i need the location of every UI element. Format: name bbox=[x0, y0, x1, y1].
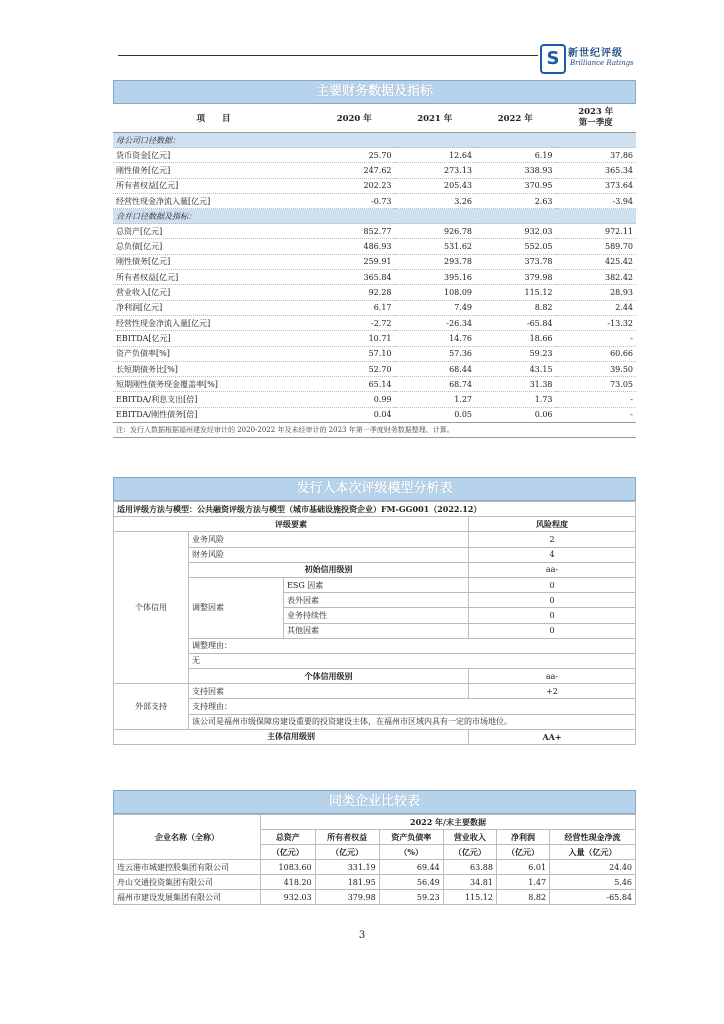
company-name: 福州市建设发展集团有限公司 bbox=[114, 890, 261, 905]
row-label: EBITDA/利息支出[倍] bbox=[113, 392, 314, 407]
section-label: 合并口径数据及指标： bbox=[113, 209, 636, 224]
col-unit: （亿元） bbox=[261, 845, 316, 860]
cell: 247.62 bbox=[314, 163, 395, 178]
cell: 12.64 bbox=[395, 148, 476, 163]
brand-name-en: Brilliance Ratings bbox=[570, 59, 634, 67]
table-row bbox=[113, 331, 636, 346]
table-row bbox=[113, 285, 636, 300]
row-label: 经营性现金净流入量[亿元] bbox=[113, 193, 314, 208]
initial-credit-value: aa- bbox=[469, 562, 636, 577]
section-row bbox=[113, 209, 636, 224]
cell: 57.36 bbox=[395, 346, 476, 361]
financial-risk: 财务风险 bbox=[189, 547, 469, 562]
col-unit: 入量（亿元） bbox=[550, 845, 636, 860]
adj-item: 表外因素 bbox=[284, 593, 469, 608]
col-risk: 风险程度 bbox=[469, 517, 636, 532]
adj-value: 0 bbox=[469, 623, 636, 638]
support-factor: 支持因素 bbox=[189, 684, 469, 699]
adj-value: 0 bbox=[469, 593, 636, 608]
row-label: 所有者权益[亿元] bbox=[113, 270, 314, 285]
cell: - bbox=[556, 331, 637, 346]
cell: 59.23 bbox=[475, 346, 556, 361]
brand-name: 新世纪评级 bbox=[568, 48, 623, 59]
cell: 43.15 bbox=[475, 361, 556, 376]
col-quarter bbox=[556, 104, 637, 133]
cell: 115.12 bbox=[443, 890, 496, 905]
table-header-row bbox=[113, 104, 636, 133]
cell: 932.03 bbox=[475, 224, 556, 239]
table-row bbox=[113, 346, 636, 361]
cell: 69.44 bbox=[379, 860, 443, 875]
cell: 370.95 bbox=[475, 178, 556, 193]
method-line: 适用评级方法与模型：公共融资评级方法与模型（城市基础设施投资企业）FM-GG001（2022.12） bbox=[114, 502, 636, 517]
cell: 338.93 bbox=[475, 163, 556, 178]
cell: 331.19 bbox=[315, 860, 379, 875]
row-label: 长短期债务比[%] bbox=[113, 361, 314, 376]
adjust-reason-label: 调整理由： bbox=[189, 638, 636, 653]
row-label: 净利润[亿元] bbox=[113, 300, 314, 315]
col-header: 总资产 bbox=[261, 830, 316, 845]
cell: 379.98 bbox=[315, 890, 379, 905]
initial-credit-level: 初始信用级别 bbox=[189, 562, 469, 577]
cell: -3.94 bbox=[556, 193, 637, 208]
cell: 552.05 bbox=[475, 239, 556, 254]
cell: 115.12 bbox=[475, 285, 556, 300]
cell: 56.49 bbox=[379, 875, 443, 890]
peer-comparison-table bbox=[113, 790, 636, 905]
cell: 1083.60 bbox=[261, 860, 316, 875]
table-title: 发行人本次评级模型分析表 bbox=[113, 477, 636, 501]
cell: 273.13 bbox=[395, 163, 476, 178]
col-year: 2020 年 bbox=[314, 104, 395, 133]
cell: 395.16 bbox=[395, 270, 476, 285]
cell: 0.05 bbox=[395, 407, 476, 422]
cell: 108.09 bbox=[395, 285, 476, 300]
cell: 5.46 bbox=[550, 875, 636, 890]
table-row bbox=[113, 300, 636, 315]
cell: 382.42 bbox=[556, 270, 637, 285]
cell: 10.71 bbox=[314, 331, 395, 346]
cell: 293.78 bbox=[395, 254, 476, 269]
row-label: 总负债[亿元] bbox=[113, 239, 314, 254]
row-label: 刚性债务[亿元] bbox=[113, 254, 314, 269]
table-note-row bbox=[113, 423, 636, 438]
header-rule bbox=[118, 55, 538, 56]
cell: 92.28 bbox=[314, 285, 395, 300]
table-row bbox=[113, 377, 636, 392]
cell: 418.20 bbox=[261, 875, 316, 890]
table-row bbox=[113, 392, 636, 407]
cell: 2.63 bbox=[475, 193, 556, 208]
cell: 68.44 bbox=[395, 361, 476, 376]
logo-icon: S bbox=[540, 44, 566, 74]
adj-value: 0 bbox=[469, 577, 636, 592]
cell: 486.93 bbox=[314, 239, 395, 254]
row-label: 总资产[亿元] bbox=[113, 224, 314, 239]
col-year: 2022 年 bbox=[475, 104, 556, 133]
table-row bbox=[113, 315, 636, 330]
cell: 181.95 bbox=[315, 875, 379, 890]
table-title: 同类企业比较表 bbox=[113, 790, 636, 814]
cell: 6.19 bbox=[475, 148, 556, 163]
section-label: 母公司口径数据： bbox=[113, 133, 636, 148]
cell: 425.42 bbox=[556, 254, 637, 269]
main-credit-value: AA+ bbox=[469, 729, 636, 744]
adj-item: ESG 因素 bbox=[284, 577, 469, 592]
financial-risk-value: 4 bbox=[469, 547, 636, 562]
cell: 59.23 bbox=[379, 890, 443, 905]
cell: 926.78 bbox=[395, 224, 476, 239]
cell: 0.04 bbox=[314, 407, 395, 422]
cell: 379.98 bbox=[475, 270, 556, 285]
cell: 972.11 bbox=[556, 224, 637, 239]
individual-credit-value: aa- bbox=[469, 669, 636, 684]
individual-credit-label: 个体信用 bbox=[114, 532, 189, 684]
support-factor-value: +2 bbox=[469, 684, 636, 699]
company-name: 舟山交通投资集团有限公司 bbox=[114, 875, 261, 890]
col-factor: 评级要素 bbox=[114, 517, 469, 532]
main-credit-level: 主体信用级别 bbox=[114, 729, 469, 744]
adj-item: 其他因素 bbox=[284, 623, 469, 638]
table-row bbox=[114, 890, 636, 905]
col-quarter-line1: 2023 年 bbox=[578, 107, 614, 117]
table-row bbox=[113, 193, 636, 208]
col-header: 经营性现金净流 bbox=[550, 830, 636, 845]
col-quarter-line2: 第一季度 bbox=[578, 118, 613, 128]
cell: -65.84 bbox=[550, 890, 636, 905]
cell: 589.70 bbox=[556, 239, 637, 254]
cell: 8.82 bbox=[475, 300, 556, 315]
table-row bbox=[113, 254, 636, 269]
row-label: EBITDA/刚性债务[倍] bbox=[113, 407, 314, 422]
cell: 202.23 bbox=[314, 178, 395, 193]
brand-logo bbox=[540, 44, 640, 74]
cell: -0.73 bbox=[314, 193, 395, 208]
table-row bbox=[113, 163, 636, 178]
page-number: 3 bbox=[358, 930, 366, 941]
financial-data-table bbox=[113, 80, 636, 438]
col-group: 2022 年/末主要数据 bbox=[261, 815, 636, 830]
table-row bbox=[113, 148, 636, 163]
table-note: 注：发行人数据根据福州建发经审计的 2020-2022 年及未经审计的 2023 年第一季度财务数据整理、计算。 bbox=[113, 423, 636, 438]
cell: 8.82 bbox=[496, 890, 549, 905]
cell: 373.78 bbox=[475, 254, 556, 269]
table-row bbox=[113, 239, 636, 254]
table-row bbox=[113, 361, 636, 376]
cell: 14.76 bbox=[395, 331, 476, 346]
col-header: 所有者权益 bbox=[315, 830, 379, 845]
cell: - bbox=[556, 407, 637, 422]
cell: 39.50 bbox=[556, 361, 637, 376]
cell: 1.73 bbox=[475, 392, 556, 407]
col-header: 净利润 bbox=[496, 830, 549, 845]
row-label: 短期刚性债务现金覆盖率[%] bbox=[113, 377, 314, 392]
cell: 24.40 bbox=[550, 860, 636, 875]
row-label: 经营性现金净流入量[亿元] bbox=[113, 315, 314, 330]
cell: 18.66 bbox=[475, 331, 556, 346]
cell: 73.05 bbox=[556, 377, 637, 392]
section-row bbox=[113, 133, 636, 148]
col-header: 营业收入 bbox=[443, 830, 496, 845]
cell: 531.62 bbox=[395, 239, 476, 254]
cell: 25.70 bbox=[314, 148, 395, 163]
col-company-name: 企业名称（全称） bbox=[114, 815, 261, 860]
cell: 31.38 bbox=[475, 377, 556, 392]
table-row bbox=[113, 178, 636, 193]
cell: 365.34 bbox=[556, 163, 637, 178]
row-label: 资产负债率[%] bbox=[113, 346, 314, 361]
row-label: 营业收入[亿元] bbox=[113, 285, 314, 300]
table-row bbox=[114, 860, 636, 875]
cell: 373.64 bbox=[556, 178, 637, 193]
company-name: 连云港市城建控股集团有限公司 bbox=[114, 860, 261, 875]
cell: 60.66 bbox=[556, 346, 637, 361]
col-item: 项 目 bbox=[113, 104, 314, 133]
col-unit: （亿元） bbox=[496, 845, 549, 860]
table-row bbox=[114, 875, 636, 890]
cell: -26.34 bbox=[395, 315, 476, 330]
cell: 34.81 bbox=[443, 875, 496, 890]
cell: 259.91 bbox=[314, 254, 395, 269]
table-row bbox=[113, 270, 636, 285]
row-label: 刚性债务[亿元] bbox=[113, 163, 314, 178]
cell: 852.77 bbox=[314, 224, 395, 239]
rating-model-table bbox=[113, 477, 636, 745]
col-year: 2021 年 bbox=[395, 104, 476, 133]
cell: 63.88 bbox=[443, 860, 496, 875]
cell: 6.01 bbox=[496, 860, 549, 875]
cell: 7.49 bbox=[395, 300, 476, 315]
cell: 1.47 bbox=[496, 875, 549, 890]
cell: 2.44 bbox=[556, 300, 637, 315]
row-label: EBITDA[亿元] bbox=[113, 331, 314, 346]
cell: -65.84 bbox=[475, 315, 556, 330]
col-unit: （亿元） bbox=[315, 845, 379, 860]
adjust-reason-text: 无 bbox=[189, 653, 636, 668]
cell: 1.27 bbox=[395, 392, 476, 407]
cell: 365.84 bbox=[314, 270, 395, 285]
support-reason-label: 支持理由： bbox=[189, 699, 636, 714]
cell: -13.32 bbox=[556, 315, 637, 330]
table-row bbox=[113, 224, 636, 239]
business-risk: 业务风险 bbox=[189, 532, 469, 547]
business-risk-value: 2 bbox=[469, 532, 636, 547]
cell: 932.03 bbox=[261, 890, 316, 905]
col-header: 资产负债率 bbox=[379, 830, 443, 845]
adj-value: 0 bbox=[469, 608, 636, 623]
row-label: 货币资金[亿元] bbox=[113, 148, 314, 163]
cell: 65.14 bbox=[314, 377, 395, 392]
cell: 0.99 bbox=[314, 392, 395, 407]
cell: 28.93 bbox=[556, 285, 637, 300]
cell: - bbox=[556, 392, 637, 407]
row-label: 所有者权益[亿元] bbox=[113, 178, 314, 193]
external-support-label: 外部支持 bbox=[114, 684, 189, 730]
cell: 68.74 bbox=[395, 377, 476, 392]
individual-credit-level: 个体信用级别 bbox=[189, 669, 469, 684]
cell: 205.43 bbox=[395, 178, 476, 193]
adjustment-factors-label: 调整因素 bbox=[189, 577, 284, 638]
support-reason-text: 该公司是福州市级保障房建设重要的投资建设主体，在福州市区域内具有一定的市场地位。 bbox=[189, 714, 636, 729]
table-title: 主要财务数据及指标 bbox=[113, 80, 636, 104]
cell: 3.26 bbox=[395, 193, 476, 208]
cell: -2.72 bbox=[314, 315, 395, 330]
adj-item: 业务持续性 bbox=[284, 608, 469, 623]
cell: 37.86 bbox=[556, 148, 637, 163]
table-row bbox=[113, 407, 636, 422]
cell: 52.70 bbox=[314, 361, 395, 376]
cell: 0.06 bbox=[475, 407, 556, 422]
col-unit: （%） bbox=[379, 845, 443, 860]
col-unit: （亿元） bbox=[443, 845, 496, 860]
cell: 6.17 bbox=[314, 300, 395, 315]
cell: 57.10 bbox=[314, 346, 395, 361]
